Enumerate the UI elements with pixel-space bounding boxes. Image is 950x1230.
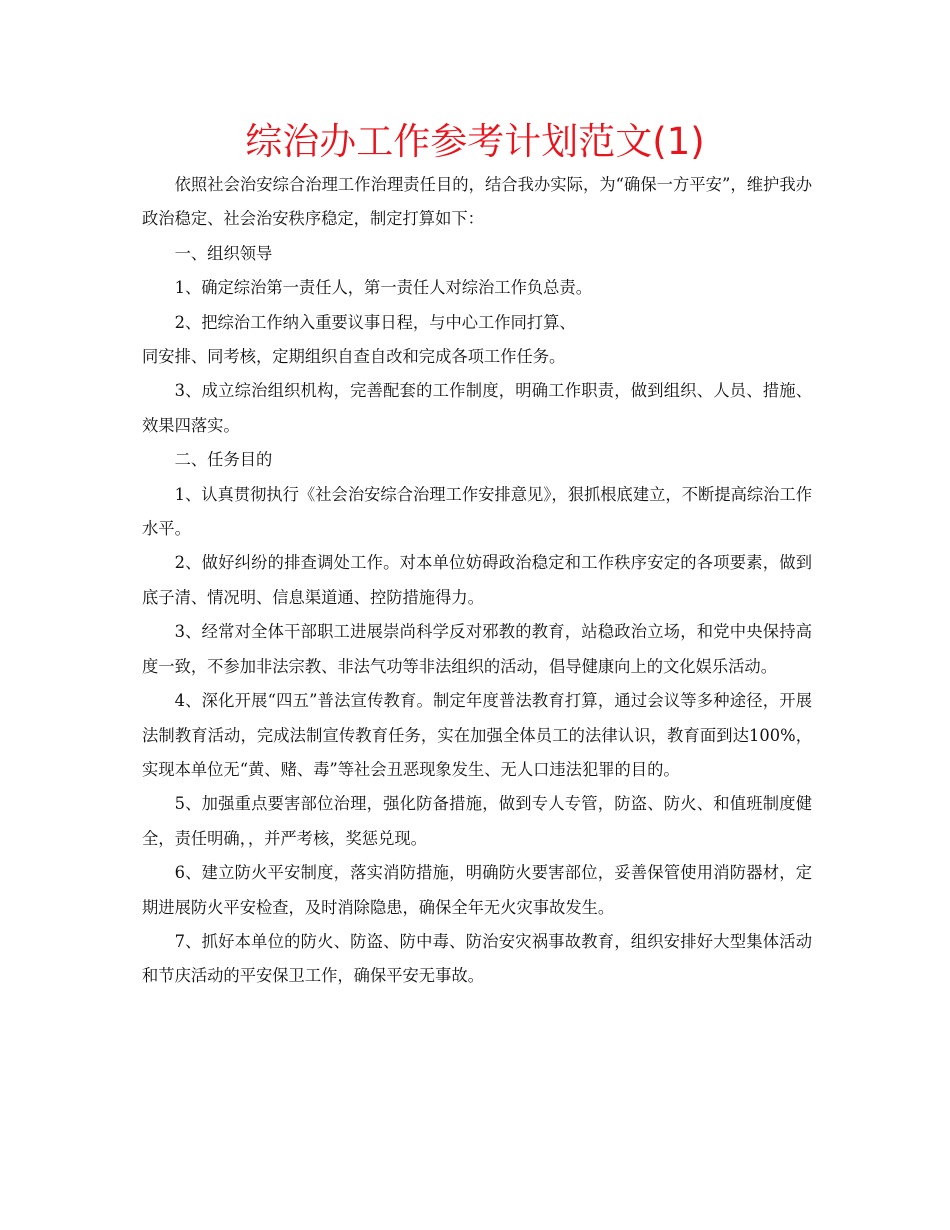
paragraph-item: 1、确定综治第一责任人，第一责任人对综治工作负总责。 [174,278,592,298]
paragraph-item: 1、认真贯彻执行《社会治安综合治理工作安排意见》，狠抓根底建立，不断提高综治工作水平。 [142,484,812,539]
paragraph-item: 6、建立防火平安制度，落实消防措施，明确防火要害部位，妥善保管使用消防器材，定期进展防火平安检查，及时消除隐患，确保全年无火灾事故发生。 [142,863,812,917]
section-heading-organization: 一、组织领导 [174,243,273,263]
paragraph-continuation: 同安排、同考核，定期组织自查自改和完成各项工作任务。 [142,347,566,367]
paragraph-item: 3、成立综治组织机构，完善配套的工作制度，明确工作职责，做到组织、人员、措施、效果四落实。 [142,381,812,435]
document-title: 综治办工作参考计划范文(1) [245,120,705,163]
document-body [142,168,812,994]
paragraph-item: 5、加强重点要害部位治理，强化防备措施，做到专人专管，防盗、防火、和值班制度健全，责任明确，，并严考核，奖惩兑现。 [142,794,812,848]
paragraph-item: 3、经常对全体干部职工进展崇尚科学反对邪教的教育，站稳政治立场，和党中央保持高度一致，不参加非法宗教、非法气功等非法组织的活动，倡导健康向上的文化娱乐活动。 [142,622,812,676]
paragraph-item: 7、抓好本单位的防火、防盗、防中毒、防治安灾祸事故教育，组织安排好大型集体活动和节庆活动的平安保卫工作，确保平安无事故。 [142,931,812,986]
paragraph-item: 4、深化开展“四五”普法宣传教育。制定年度普法教育打算，通过会议等多种途径，开展法制教育活动，完成法制宣传教育任务，实在加强全体员工的法律认识，教育面到达100%，实现本单位无“黄、赌、毒”等社会丑恶现象发生、无人口违法犯罪的目的。 [142,691,812,779]
paragraph-item: 2、做好纠纷的排查调处工作。对本单位妨碍政治稳定和工作秩序安定的各项要素，做到底子清、情况明、信息渠道通、控防措施得力。 [142,553,812,607]
paragraph-item: 2、把综治工作纳入重要议事日程，与中心工作同打算、 [174,312,576,332]
section-heading-targets: 二、任务目的 [174,450,273,470]
paragraph-intro: 依照社会治安综合治理工作治理责任目的，结合我办实际，为“确保一方平安”，维护我办政治稳定、社会治安秩序稳定，制定打算如下： [142,175,812,229]
